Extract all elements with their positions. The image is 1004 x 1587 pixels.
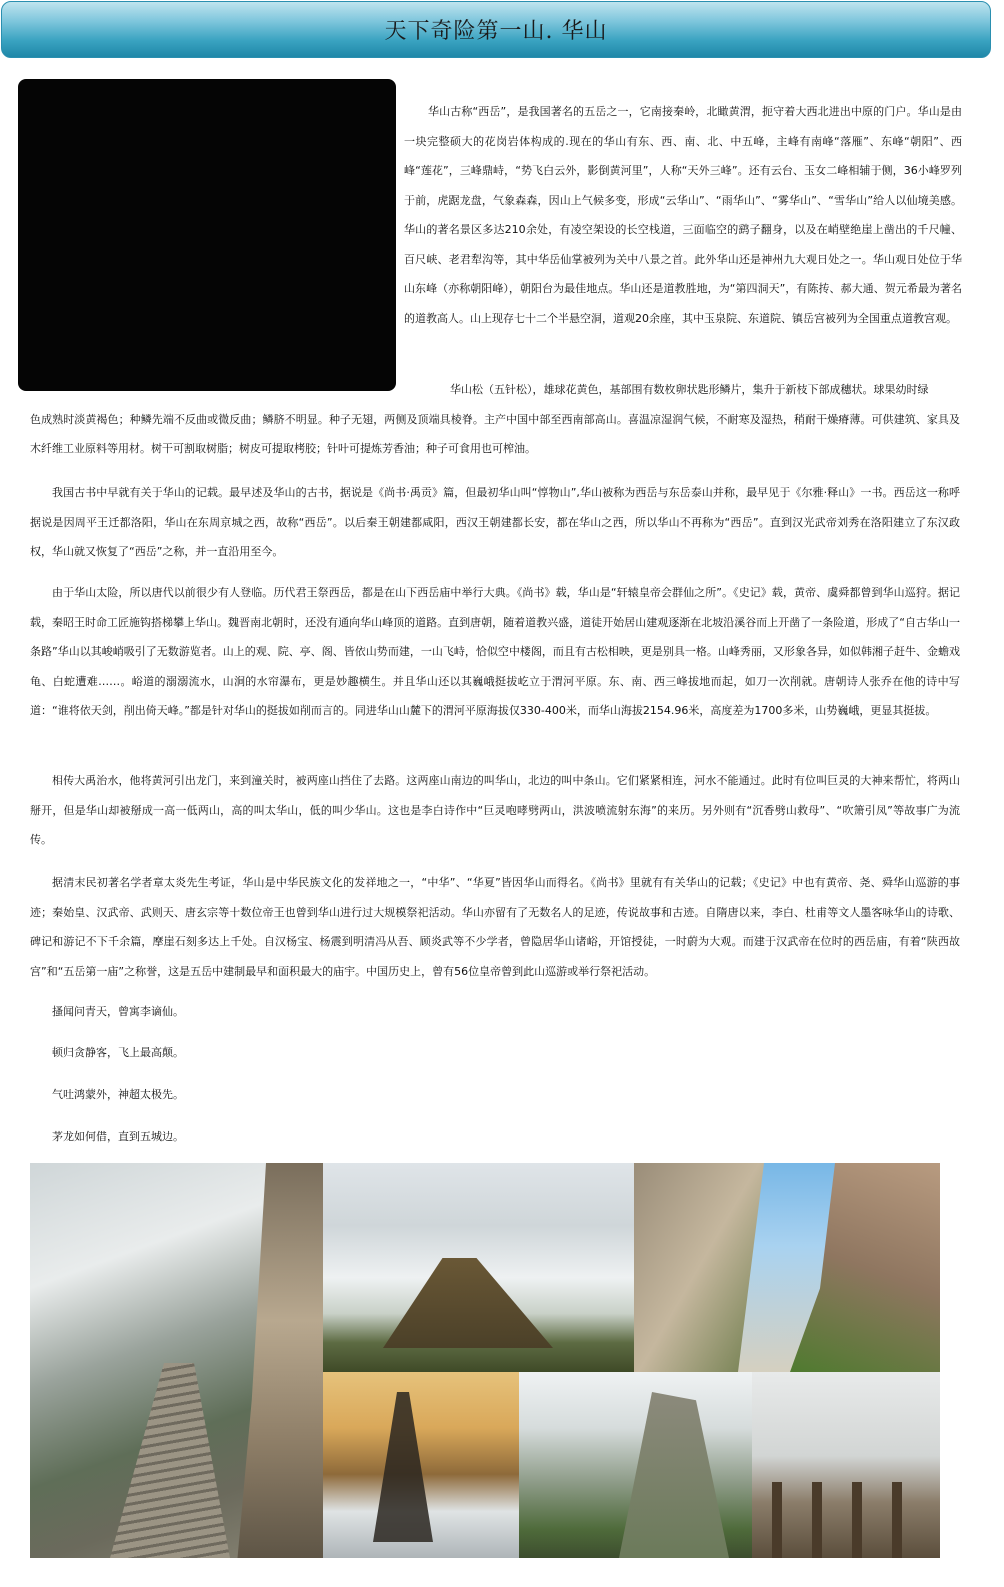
photo-cliff-stairs <box>30 1163 323 1558</box>
pine-paragraph-first-line: 华山松（五针松），雄球花黄色，基部围有数枚卵状匙形鳞片，集升于新枝下部成穗状。球果幼时绿 <box>450 383 929 396</box>
poem-line-1: 搔闻问青天，曾寓李谪仙。 <box>52 1005 184 1018</box>
history-paragraph: 我国古书中早就有关于华山的记载。最早述及华山的古书，据说是《尚书·禹贡》篇，但最初华山叫“惇物山”,华山被称为西岳与东岳泰山并称，最早见于《尔雅·释山》一书。西岳这一称呼据说是因周平王迁都洛阳，华山在东周京城之西，故称“西岳”。以后秦王朝建都咸阳，西汉王朝建都长安，都在华山之西，所以华山不再称为“西岳”。直到汉光武帝刘秀在洛阳建立了东汉政权，华山就又恢复了“西岳”之称，并一直沿用至今。 <box>30 486 960 558</box>
poem-line-4: 茅龙如何借，直到五城边。 <box>52 1130 184 1143</box>
danger-paragraph: 由于华山太险，所以唐代以前很少有人登临。历代君王祭西岳，都是在山下西岳庙中举行大典。《尚书》载，华山是“轩辕皇帝会群仙之所”。《史记》载，黄帝、虞舜都曾到华山巡狩。据记载，秦昭王时命工匠施钩搭梯攀上华山。魏晋南北朝时，还没有通向华山峰顶的道路。直到唐朝，随着道教兴盛，道徒开始居山建观逐渐在北坡沿溪谷而上开凿了一条险道，形成了“自古华山一条路”华山以其峻峭吸引了无数游览者。山上的观、院、亭、阁、皆依山势而建，一山飞峙，恰似空中楼阁，而且有古松相映，更是别具一格。山峰秀丽，又形象各异，如似韩湘子赶牛、金蟾戏龟、白蛇遭难……。峪道的溺溺流水，山涧的水帘瀑布，更是妙趣横生。并且华山还以其巍峨挺拔屹立于渭河平原。东、南、西三峰拔地而起，如刀一次削就。唐朝诗人张乔在他的诗中写道：“谁将依天剑，削出倚天峰。”都是针对华山的挺拔如削而言的。同进华山山麓下的渭河平原海拔仅330-400米，而华山海拔2154.96米，高度差为1700多米，山势巍峨，更显其挺拔。 <box>30 586 960 717</box>
culture-paragraph: 据清末民初著名学者章太炎先生考证，华山是中华民族文化的发祥地之一，“中华”、“华夏”皆因华山而得名。《尚书》里就有有关华山的记载；《史记》中也有黄帝、尧、舜华山巡游的事迹；秦始皇、汉武帝、武则天、唐玄宗等十数位帝王也曾到华山进行过大规模祭祀活动。华山亦留有了无数名人的足迹，传说故事和古迹。自隋唐以来，李白、杜甫等文人墨客咏华山的诗歌、碑记和游记不下千余篇，摩崖石刻多达上千处。自汉杨宝、杨震到明清冯从吾、顾炎武等不少学者，曾隐居华山诸峪，开馆授徒，一时蔚为大观。而建于汉武帝在位时的西岳庙，有着“陕西故宫”和“五岳第一庙”之称誉，这是五岳中建制最早和面积最大的庙宇。中国历史上，曾有56位皇帝曾到此山巡游或举行祭祀活动。 <box>30 876 960 978</box>
pine-paragraph-rest: 色成熟时淡黄褐色；种鳞先端不反曲或微反曲；鳞脐不明显。种子无翅，两侧及顶端具棱脊。主产中国中部至西南部高山。喜温凉湿润气候，不耐寒及湿热，稍耐干燥瘠薄。可供建筑、家具及木纤维工业原料等用材。树干可割取树脂；树皮可提取栲胶；针叶可提炼芳香油；种子可食用也可榨油。 <box>30 412 960 455</box>
page-title: 天下奇险第一山. 华山 <box>384 19 608 44</box>
photo-canyon-steps <box>634 1163 940 1372</box>
hero-image <box>18 79 396 391</box>
legend-paragraph: 相传大禹治水，他将黄河引出龙门，来到潼关时，被两座山挡住了去路。这两座山南边的叫华山，北边的叫中条山。它们紧紧相连，河水不能通过。此时有位叫巨灵的大神来帮忙，将两山掰开，但是华山却被掰成一高一低两山，高的叫太华山，低的叫少华山。这也是李白诗作中“巨灵咆哮劈两山，洪波喷流射东海”的来历。另外则有“沉香劈山救母”、“吹箫引凤”等故事广为流传。 <box>30 774 960 846</box>
pine-paragraph <box>30 375 960 464</box>
poem-line-2: 顿归贪静客，飞上最高颠。 <box>52 1046 184 1059</box>
poem-line-3: 气吐鸿蒙外，神超太极先。 <box>52 1088 184 1101</box>
photo-foggy-railing <box>752 1372 940 1558</box>
photo-pavilion-clouds <box>323 1163 634 1372</box>
photo-cable-car <box>323 1372 519 1558</box>
title-banner <box>1 1 991 58</box>
photo-misty-peaks <box>519 1372 752 1558</box>
intro-paragraph: 华山古称“西岳”，是我国著名的五岳之一，它南接秦岭，北瞰黄渭，扼守着大西北进出中原的门户。华山是由一块完整硕大的花岗岩体构成的.现在的华山有东、西、南、北、中五峰，主峰有南峰“落雁”、东峰“朝阳”、西峰“莲花”，三峰鼎峙，“势飞白云外，影倒黄河里”，人称“天外三峰”。还有云台、玉女二峰相辅于侧，36小峰罗列于前，虎踞龙盘，气象森森，因山上气候多变，形成“云华山”、“雨华山”、“雾华山”、“雪华山”给人以仙境美感。华山的著名景区多达210余处，有凌空架设的长空栈道，三面临空的鹞子翻身，以及在峭壁绝崖上凿出的千尺幢、百尺峡、老君犁沟等，其中华岳仙掌被列为关中八景之首。此外华山还是神州九大观日处之一。华山观日处位于华山东峰（亦称朝阳峰），朝阳台为最佳地点。华山还是道教胜地，为“第四洞天”，有陈抟、郝大通、贺元希最为著名的道教高人。山上现存七十二个半悬空洞，道观20余座，其中玉泉院、东道院、镇岳宫被列为全国重点道教宫观。 <box>404 105 962 325</box>
photo-gallery <box>30 1163 940 1558</box>
